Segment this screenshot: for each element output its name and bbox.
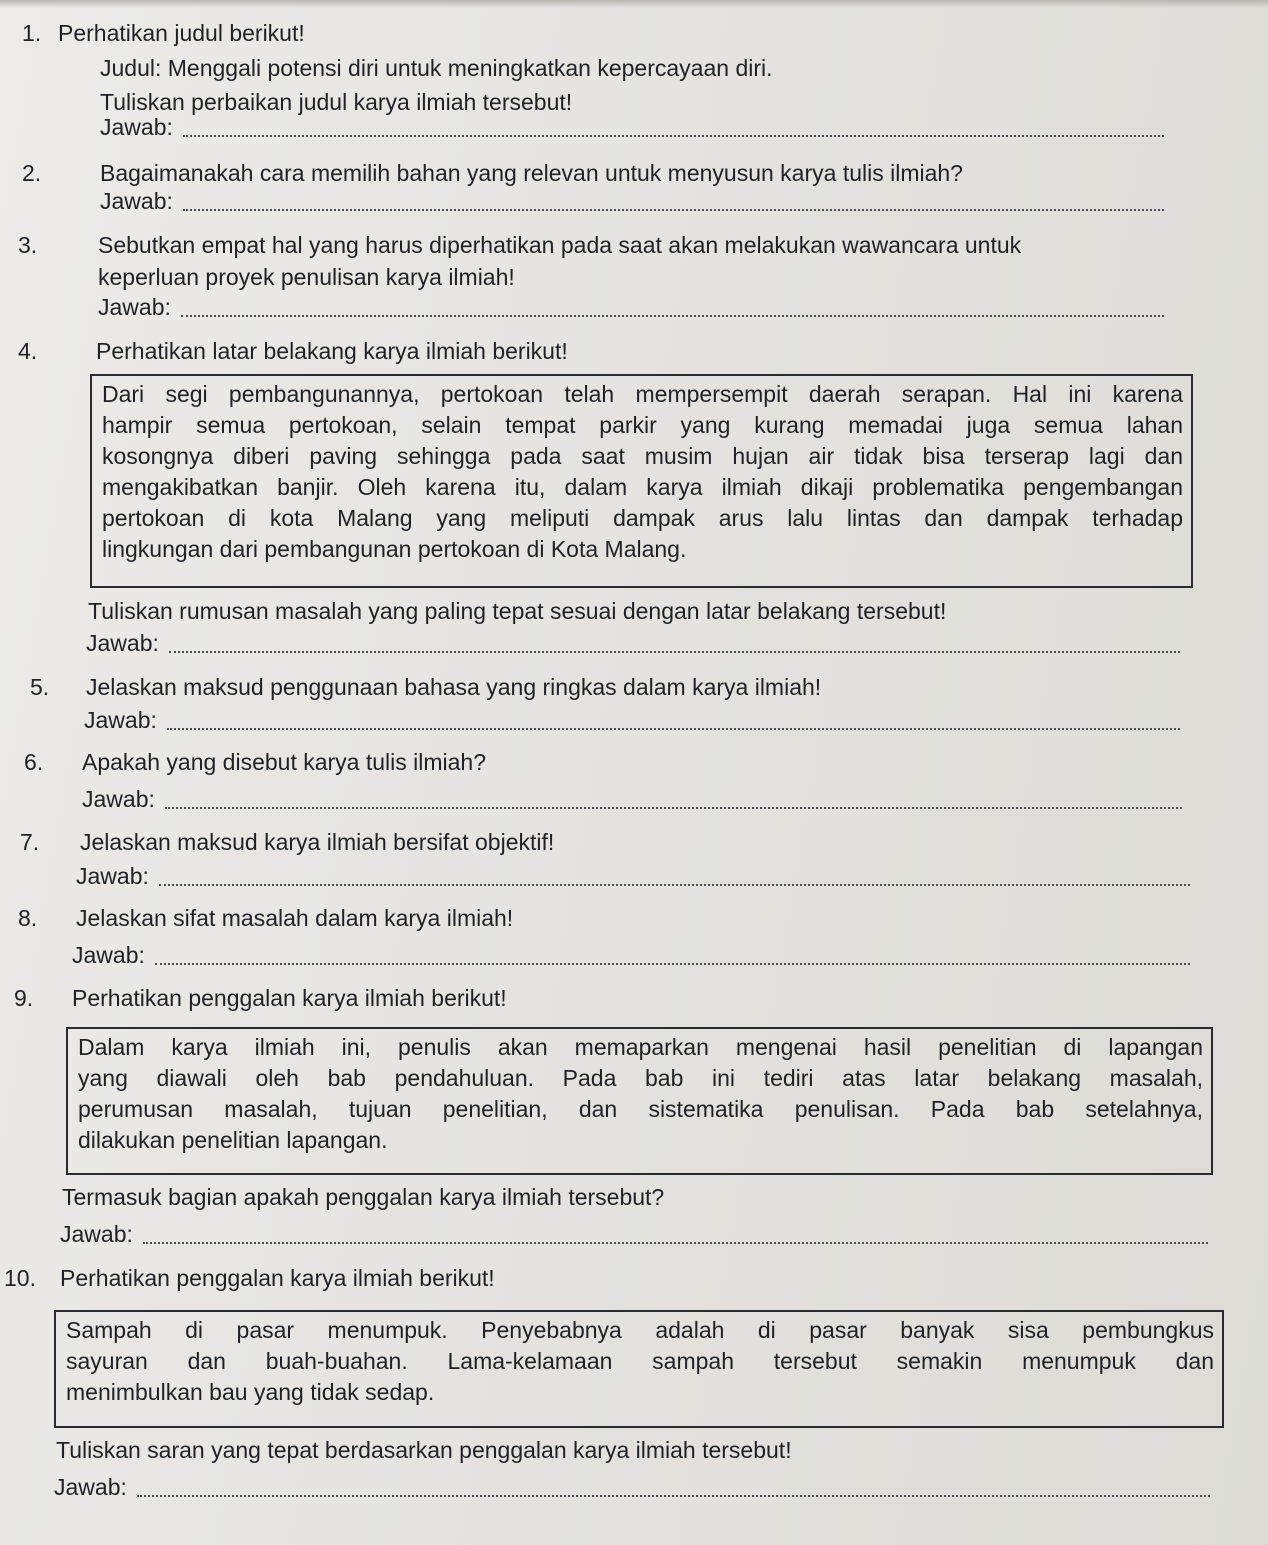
question-7-text: Jelaskan maksud karya ilmiah bersifat objektif! bbox=[80, 829, 555, 855]
answer-dotted-line bbox=[167, 727, 1180, 730]
question-4-follow-up: Tuliskan rumusan masalah yang paling tepat sesuai dengan latar belakang tersebut! bbox=[88, 598, 947, 624]
question-9-text: Perhatikan penggalan karya ilmiah berikut! bbox=[72, 985, 507, 1011]
answer-dotted-line bbox=[155, 962, 1190, 965]
question-3-text-continued: keperluan proyek penulisan karya ilmiah! bbox=[98, 264, 515, 290]
answer-dotted-line bbox=[183, 208, 1164, 211]
question-1-title: Judul: Menggali potensi diri untuk meningkatkan kepercayaan diri. bbox=[100, 55, 773, 81]
passage-line: pertokoan di kota Malang yang meliputi dampak arus lalu lintas dan dampak terhadap bbox=[102, 505, 1183, 531]
question-10-follow-up: Tuliskan saran yang tepat berdasarkan penggalan karya ilmiah tersebut! bbox=[56, 1437, 792, 1463]
passage-line: yang diawali oleh bab pendahuluan. Pada bab ini tediri atas latar belakang masalah, bbox=[78, 1065, 1203, 1091]
answer-label: Jawab: bbox=[54, 1474, 127, 1500]
question-4-answer-line[interactable] bbox=[86, 630, 1180, 657]
question-9-answer-line[interactable] bbox=[60, 1221, 1208, 1248]
answer-dotted-line bbox=[137, 1494, 1210, 1497]
answer-dotted-line bbox=[183, 134, 1164, 137]
question-5-answer-line[interactable] bbox=[84, 707, 1180, 734]
passage-line: Dari segi pembangunannya, pertokoan telah mempersempit daerah serapan. Hal ini karena bbox=[102, 381, 1183, 407]
answer-label: Jawab: bbox=[86, 630, 159, 656]
question-9-passage-box bbox=[66, 1027, 1213, 1175]
passage-line: menimbulkan bau yang tidak sedap. bbox=[66, 1379, 435, 1405]
answer-label: Jawab: bbox=[72, 942, 145, 968]
answer-dotted-line bbox=[143, 1241, 1208, 1244]
question-10-text: Perhatikan penggalan karya ilmiah berikut! bbox=[60, 1265, 495, 1291]
answer-label: Jawab: bbox=[100, 188, 173, 214]
question-4-passage-box bbox=[90, 374, 1193, 588]
question-7-number: 7. bbox=[20, 829, 40, 855]
answer-dotted-line bbox=[165, 806, 1182, 809]
question-6-number: 6. bbox=[24, 749, 44, 775]
question-4-text: Perhatikan latar belakang karya ilmiah berikut! bbox=[96, 338, 568, 364]
passage-line: dilakukan penelitian lapangan. bbox=[78, 1127, 388, 1153]
answer-dotted-line bbox=[169, 650, 1180, 653]
cut-off-top-edge bbox=[0, 0, 1268, 8]
answer-label: Jawab: bbox=[100, 114, 173, 140]
question-2-number: 2. bbox=[22, 160, 42, 186]
question-3-answer-line[interactable] bbox=[98, 294, 1164, 321]
passage-line: lingkungan dari pembangunan pertokoan di Kota Malang. bbox=[102, 536, 687, 562]
question-1-text: Perhatikan judul berikut! bbox=[58, 20, 305, 46]
answer-label: Jawab: bbox=[76, 863, 149, 889]
question-9-follow-up: Termasuk bagian apakah penggalan karya ilmiah tersebut? bbox=[62, 1184, 665, 1210]
question-6-text: Apakah yang disebut karya tulis ilmiah? bbox=[82, 749, 487, 775]
question-4-number: 4. bbox=[18, 338, 38, 364]
question-7-answer-line[interactable] bbox=[76, 863, 1190, 890]
question-1-answer-line[interactable] bbox=[100, 114, 1164, 141]
question-9-number: 9. bbox=[14, 985, 34, 1011]
question-8-number: 8. bbox=[18, 905, 38, 931]
passage-line: mengakibatkan banjir. Oleh karena itu, dalam karya ilmiah dikaji problematika pengembangan bbox=[102, 474, 1183, 500]
answer-dotted-line bbox=[181, 314, 1164, 317]
question-3-text: Sebutkan empat hal yang harus diperhatikan pada saat akan melakukan wawancara untuk bbox=[98, 232, 1022, 258]
passage-line: Dalam karya ilmiah ini, penulis akan memaparkan mengenai hasil penelitian di lapangan bbox=[78, 1034, 1203, 1060]
question-8-answer-line[interactable] bbox=[72, 942, 1190, 969]
answer-label: Jawab: bbox=[98, 294, 171, 320]
passage-line: Sampah di pasar menumpuk. Penyebabnya adalah di pasar banyak sisa pembungkus bbox=[66, 1317, 1214, 1343]
question-6-answer-line[interactable] bbox=[82, 786, 1182, 813]
answer-label: Jawab: bbox=[60, 1221, 133, 1247]
answer-dotted-line bbox=[159, 883, 1190, 886]
question-5-number: 5. bbox=[30, 674, 50, 700]
question-5-text: Jelaskan maksud penggunaan bahasa yang ringkas dalam karya ilmiah! bbox=[86, 674, 822, 700]
question-10-number: 10. bbox=[4, 1265, 36, 1291]
question-2-text: Bagaimanakah cara memilih bahan yang relevan untuk menyusun karya tulis ilmiah? bbox=[100, 160, 963, 186]
question-8-text: Jelaskan sifat masalah dalam karya ilmiah! bbox=[76, 905, 514, 931]
question-1-instruction: Tuliskan perbaikan judul karya ilmiah tersebut! bbox=[100, 89, 573, 115]
passage-line: perumusan masalah, tujuan penelitian, dan sistematika penulisan. Pada bab setelahnya, bbox=[78, 1096, 1203, 1122]
passage-line: kosongnya diberi paving sehingga pada saat musim hujan air tidak bisa terserap lagi dan bbox=[102, 443, 1183, 469]
passage-line: sayuran dan buah-buahan. Lama-kelamaan sampah tersebut semakin menumpuk dan bbox=[66, 1348, 1214, 1374]
answer-label: Jawab: bbox=[84, 707, 157, 733]
question-1-number: 1. bbox=[22, 20, 42, 46]
passage-line: hampir semua pertokoan, selain tempat parkir yang kurang memadai juga semua lahan bbox=[102, 412, 1183, 438]
question-10-answer-line[interactable] bbox=[54, 1474, 1210, 1501]
question-2-answer-line[interactable] bbox=[100, 188, 1164, 215]
question-3-number: 3. bbox=[18, 232, 38, 258]
question-10-passage-box bbox=[54, 1310, 1224, 1428]
answer-label: Jawab: bbox=[82, 786, 155, 812]
